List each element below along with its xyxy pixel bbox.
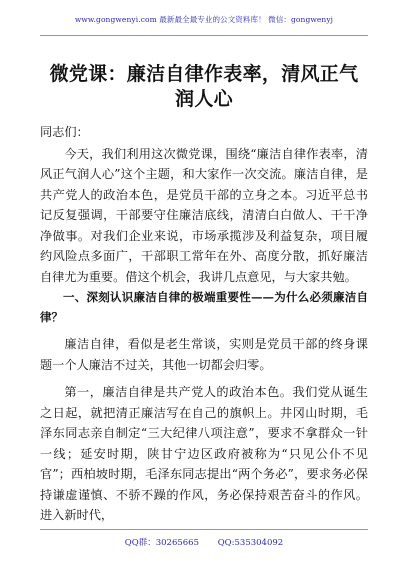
document-title: 微党课：廉洁自律作表率，清风正气润人心 (49, 63, 359, 110)
page-header: www.gongwenyi.com 最新最全最专业的公文资料库！ 微信：gongwenyj (74, 15, 334, 24)
greeting: 同志们： (40, 125, 89, 139)
footer-divider (40, 529, 368, 530)
paragraph-intro: 今天，我们利用这次微党课，围绕“廉洁自律作表率，清风正气润人心”这个主题，和大家作一次交流。廉洁自律，是共产党人的政治本色，是党员干部的立身之本。习近平总书记反复强调，干部要守住廉洁底线，清清白白做人、干干净净做事。对我们企业来说，市场承揽涉及利益复杂，项目履约风险点多面广，干部职工常年在外、高度分散，抓好廉洁自律尤为重要。借这个机会，我讲几点意见，与大家共勉。 (40, 146, 368, 284)
paragraph-1: 廉洁自律，看似是老生常谈，实则是党员干部的终身课题一个人廉洁不过关，其他一切都会归零。 (40, 337, 368, 372)
page-footer (0, 536, 408, 548)
footer-qq-group: QQ群：30265665 (124, 538, 199, 548)
header-divider (40, 35, 368, 36)
document-body (40, 122, 368, 526)
paragraph-2: 第一，廉洁自律是共产党人的政治本色。我们党从诞生之日起，就把清正廉洁写在自己的旗帜上。井冈山时期，毛泽东同志亲自制定“三大纪律八项注意”，要求不拿群众一针一线；延安时期，陕甘宁边区政府被称为“只见公仆不见官”；西柏坡时期，毛泽东同志提出“两个务必”，要求务必保持谦虚谨慎、不骄不躁的作风，务必保持艰苦奋斗的作风。进入新时代， (40, 385, 368, 522)
footer-qq: QQ:535304092 (217, 538, 284, 548)
section-heading: 一、深刻认识廉洁自律的极端重要性——为什么必须廉洁自律？ (40, 290, 368, 324)
